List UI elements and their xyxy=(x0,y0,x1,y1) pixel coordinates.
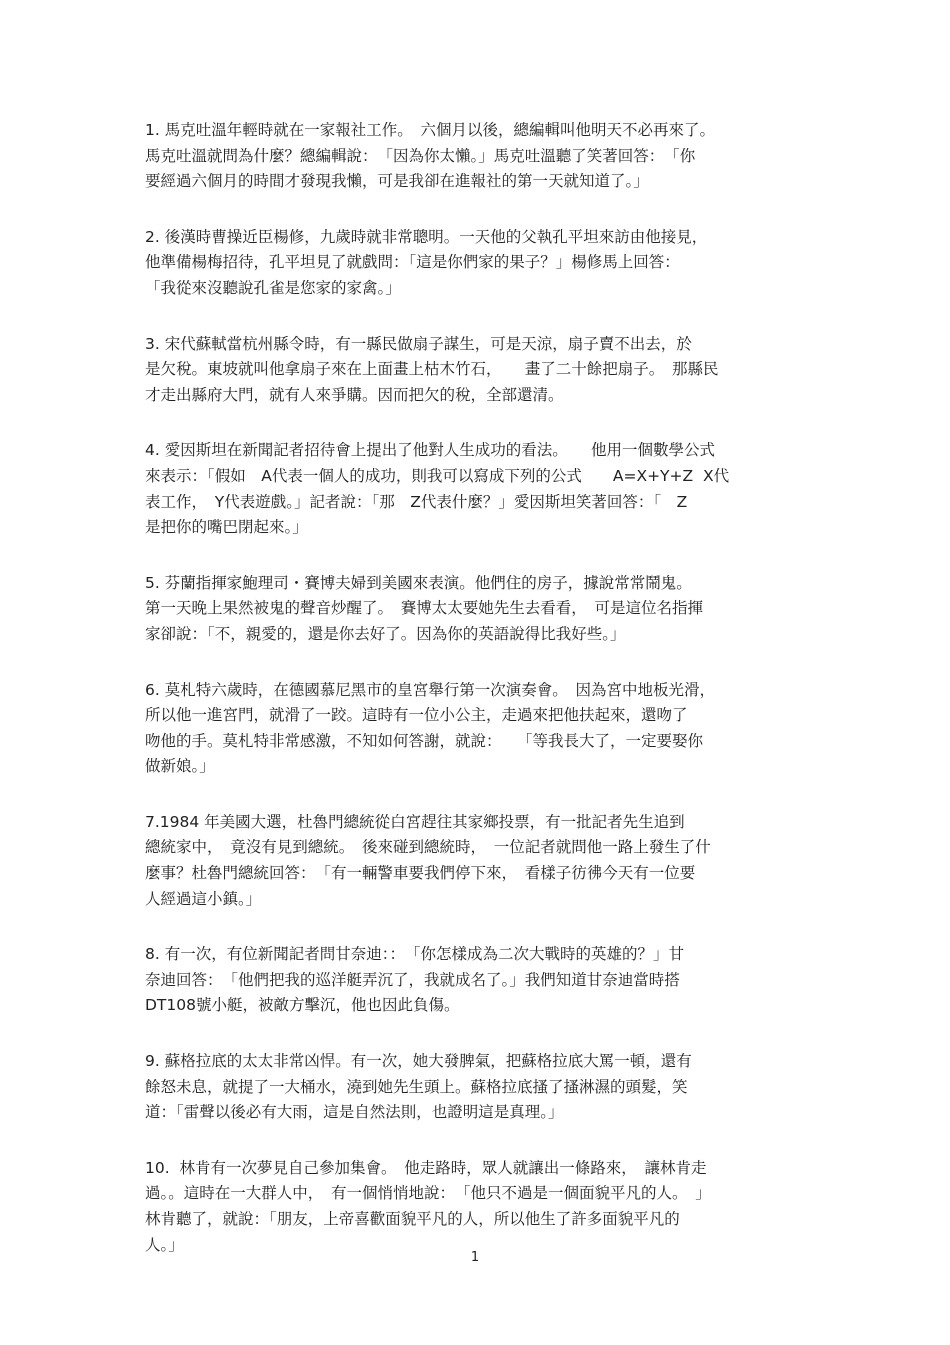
paragraph-6 xyxy=(145,678,810,780)
paragraph-line: 1. 馬克吐溫年輕時就在一家報社工作。 六個月以後，總編輯叫他明天不必再來了。 xyxy=(145,121,715,139)
paragraph-line: 麼事？杜魯門總統回答： 「有一輛警車要我們停下來， 看樣子彷彿今天有一位要 xyxy=(145,864,696,883)
paragraph-line: 林肯聽了，就說：「朋友，上帝喜歡面貌平凡的人，所以他生了許多面貌平凡的 xyxy=(145,1210,680,1228)
paragraph-line: 3. 宋代蘇軾當杭州縣令時，有一縣民做扇子謀生，可是天涼，扇子賣不出去，於 xyxy=(145,334,692,353)
paragraph-line: 所以他一進宮門，就滑了一跤。這時有一位小公主，走過來把他扶起來，還吻了 xyxy=(145,706,688,725)
paragraph-line: 人。」 xyxy=(145,1235,184,1254)
paragraph-7 xyxy=(145,810,810,912)
paragraph-line: 奈迪回答： 「他們把我的巡洋艇弄沉了，我就成名了。」我們知道甘奈迪當時搭 xyxy=(145,970,680,989)
paragraph-line: 4. 愛因斯坦在新聞記者招待會上提出了他對人生成功的看法。 他用一個數學公式 xyxy=(145,441,715,460)
paragraph-line: 10. 林肯有一次夢見自己參加集會。 他走路時，眾人就讓出一條路來， 讓林肯走 xyxy=(145,1158,707,1177)
paragraph-line: 道：「雷聲以後必有大雨，這是自然法則，也證明這是真理。」 xyxy=(145,1103,564,1122)
paragraph-line: 過。。這時在一大群人中， 有一個悄悄地說： 「他只不過是一個面貌平凡的人。 」 xyxy=(145,1184,711,1203)
paragraph-5 xyxy=(145,571,810,648)
paragraph-line: 餘怒未息，就提了一大桶水，澆到她先生頭上。蘇格拉底搔了搔淋濕的頭髮，笑 xyxy=(145,1077,688,1096)
paragraph-1 xyxy=(145,118,810,195)
paragraph-2 xyxy=(145,225,810,302)
paragraph-3 xyxy=(145,332,810,409)
paragraph-line: 總統家中， 竟沒有見到總統。 後來碰到總統時， 一位記者就問他一路上發生了什 xyxy=(145,838,711,857)
paragraph-9 xyxy=(145,1049,810,1126)
paragraph-line: 吻他的手。莫札特非常感激，不知如何答謝，就說： 「等我長大了，一定要娶你 xyxy=(145,731,704,750)
paragraph-line: 表工作， Y代表遊戲。」記者說：「那 Z代表什麼？」愛因斯坦笑著回答：「 Z xyxy=(145,492,688,511)
paragraph-line: 人經過這小鎮。」 xyxy=(145,889,262,908)
paragraph-line: 才走出縣府大門，就有人來爭購。因而把欠的稅，全部還清。 xyxy=(145,385,564,404)
paragraph-line: 家卻說：「不，親愛的，還是你去好了。因為你的英語說得比我好些。」 xyxy=(145,624,626,643)
paragraph-line: 2. 後漢時曹操近臣楊修，九歲時就非常聰明。一天他的父執孔平坦來訪由他接見， xyxy=(145,227,708,246)
paragraph-line: 馬克吐溫就問為什麼？總編輯說： 「因為你太懶。」馬克吐溫聽了笑著回答： 「你 xyxy=(145,146,696,165)
paragraph-line: 7.1984 年美國大選，杜魯門總統從白宮趕往其家鄉投票，有一批記者先生追到 xyxy=(145,812,685,831)
paragraph-line: 要經過六個月的時間才發現我懶，可是我卻在進報社的第一天就知道了。」 xyxy=(145,172,649,191)
paragraph-line: 「我從來沒聽說孔雀是您家的家禽。」 xyxy=(145,278,401,297)
paragraph-line: 做新娘。」 xyxy=(145,757,215,776)
paragraph-line: 是把你的嘴巴閉起來。」 xyxy=(145,518,308,537)
paragraph-10 xyxy=(145,1156,810,1258)
paragraph-line: 8. 有一次，有位新聞記者問甘奈迪：： 「你怎樣成為二次大戰時的英雄的？」甘 xyxy=(145,945,684,964)
paragraph-line: 第一天晚上果然被鬼的聲音炒醒了。 賽博太太要她先生去看看， 可是這位名指揮 xyxy=(145,599,704,618)
paragraph-line: 5. 芬蘭指揮家鮑理司・賽博夫婦到美國來表演。他們住的房子，據說常常鬧鬼。 xyxy=(145,573,692,592)
paragraph-line: DT108號小艇，被敵方擊沉，他也因此負傷。 xyxy=(145,996,460,1015)
paragraph-8 xyxy=(145,942,810,1019)
paragraph-line: 來表示：「假如 A代表一個人的成功，則我可以寫成下列的公式 A=X+Y+Z X代 xyxy=(145,466,730,485)
paragraph-line: 他準備楊梅招待，孔平坦見了就戲問：「這是你們家的果子？」楊修馬上回答： xyxy=(145,253,680,272)
document-body xyxy=(145,118,810,1288)
paragraph-4 xyxy=(145,438,810,540)
page-number: 1 xyxy=(470,1250,480,1265)
paragraph-line: 6. 莫札特六歲時，在德國慕尼黑市的皇宮舉行第一次演奏會。 因為宮中地板光滑， xyxy=(145,680,715,699)
paragraph-line: 9. 蘇格拉底的太太非常凶悍。有一次，她大發脾氣，把蘇格拉底大罵一頓，還有 xyxy=(145,1052,692,1071)
paragraph-line: 是欠稅。東坡就叫他拿扇子來在上面畫上枯木竹石， 畫了二十餘把扇子。 那縣民 xyxy=(145,360,719,379)
